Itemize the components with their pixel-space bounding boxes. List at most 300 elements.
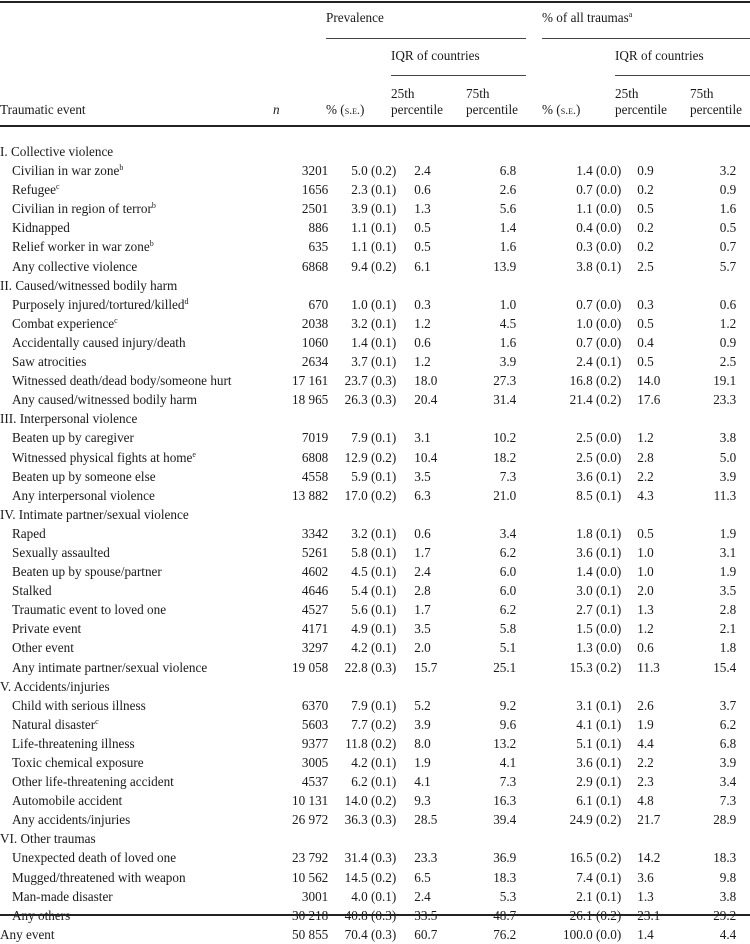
all-traumas-p75-cell: 6.2 <box>719 716 737 732</box>
all-traumas-p25-cell: 1.9 <box>637 716 654 732</box>
n-cell: 1656 <box>301 182 329 198</box>
header-traumatic-event: Traumatic event <box>0 102 86 117</box>
prevalence-pct-cell: 26.3 (0.3) <box>344 392 397 408</box>
prevalence-p75-cell: 6.0 <box>499 564 517 580</box>
prevalence-pct-cell: 4.9 (0.1) <box>351 621 397 637</box>
header-n: n <box>273 102 280 117</box>
all-traumas-pct-cell: 1.4 (0.0) <box>576 564 622 580</box>
table-row <box>0 352 736 371</box>
all-traumas-p25-cell: 21.7 <box>637 812 661 828</box>
all-traumas-pct-cell: 7.4 (0.1) <box>576 869 622 885</box>
total-row <box>0 925 736 944</box>
n-cell: 4602 <box>301 564 329 580</box>
event-label: Other event <box>12 640 74 656</box>
all-traumas-pct-cell: 2.4 (0.1) <box>576 354 622 370</box>
table-row <box>0 390 736 409</box>
prevalence-p25-cell: 3.1 <box>414 430 431 446</box>
prevalence-p25-cell: 6.3 <box>414 487 431 503</box>
prevalence-p75-cell: 25.1 <box>493 659 517 675</box>
event-label: Beaten up by someone else <box>12 468 156 484</box>
prevalence-p25-cell: 1.7 <box>414 544 431 560</box>
prevalence-pct-cell: 3.2 (0.1) <box>351 525 397 541</box>
all-traumas-p75-cell: 2.8 <box>719 602 737 618</box>
all-traumas-pct-cell: 16.5 (0.2) <box>569 850 622 866</box>
header-pct-all-traumas: % of all traumas$^a$ <box>542 10 633 25</box>
all-traumas-p75-cell: 1.6 <box>719 201 737 217</box>
prevalence-p75-cell: 6.8 <box>499 163 517 179</box>
prevalence-p25-cell: 2.4 <box>414 564 431 580</box>
event-label: Saw atrocities <box>12 354 87 370</box>
prevalence-p25-cell: 4.1 <box>414 774 431 790</box>
all-traumas-p75-cell: 5.7 <box>719 258 737 274</box>
prevalence-pct-cell: 17.0 (0.2) <box>344 487 397 503</box>
table-row <box>0 371 736 390</box>
event-label: Beaten up by caregiver <box>12 430 134 446</box>
n-cell: 3342 <box>301 525 329 541</box>
prevalence-pct-cell: 7.7 (0.2) <box>351 716 397 732</box>
n-cell: 5603 <box>301 716 329 732</box>
table-row <box>0 448 736 467</box>
prevalence-p75-cell: 1.6 <box>499 334 517 350</box>
n-cell: 7019 <box>301 430 329 446</box>
all-traumas-pct-cell: 2.1 (0.1) <box>576 888 622 904</box>
footnote-marker: d <box>184 296 189 306</box>
all-traumas-pct-cell: 0.7 (0.0) <box>576 296 622 312</box>
all-traumas-p25-cell: 11.3 <box>637 659 660 675</box>
table-row <box>0 257 736 276</box>
prevalence-pct-cell: 3.9 (0.1) <box>351 201 397 217</box>
prevalence-p75-cell: 7.3 <box>499 468 517 484</box>
n-cell: 2038 <box>301 315 329 331</box>
prevalence-p75-cell: 4.5 <box>499 315 517 331</box>
all-traumas-p75-cell: 4.4 <box>719 926 737 942</box>
table-row <box>0 715 736 734</box>
all-traumas-pct-cell: 100.0 (0.0) <box>563 926 622 942</box>
header-iqr-prevalence: IQR of countries <box>391 48 480 63</box>
all-traumas-p75-cell: 28.9 <box>713 812 737 828</box>
all-traumas-pct-cell: 24.9 (0.2) <box>569 812 622 828</box>
all-traumas-p25-cell: 2.0 <box>637 583 654 599</box>
prevalence-p25-cell: 10.4 <box>414 449 438 465</box>
event-label: Any interpersonal violence <box>12 487 155 503</box>
n-cell: 4527 <box>301 602 329 618</box>
prevalence-p25-cell: 2.4 <box>414 163 431 179</box>
section-header-row <box>0 829 736 848</box>
prevalence-p75-cell: 16.3 <box>493 793 517 809</box>
n-cell: 3297 <box>301 640 329 656</box>
all-traumas-pct-cell: 1.8 (0.1) <box>576 525 622 541</box>
all-traumas-p75-cell: 3.7 <box>719 697 737 713</box>
event-label: Natural disaster$^c$ <box>12 716 99 732</box>
prevalence-p75-cell: 21.0 <box>493 487 517 503</box>
prevalence-p75-cell: 36.9 <box>493 850 517 866</box>
table-row <box>0 524 736 543</box>
section-label: III. Interpersonal violence <box>0 411 138 427</box>
header-p25-all: 25th percentile <box>615 86 667 117</box>
event-label: Other life-threatening accident <box>12 774 174 790</box>
all-traumas-p25-cell: 1.0 <box>637 564 654 580</box>
prevalence-p75-cell: 13.2 <box>493 735 517 751</box>
prevalence-pct-cell: 7.9 (0.1) <box>351 697 397 713</box>
event-label: Any event <box>0 926 55 942</box>
table-row <box>0 772 736 791</box>
table-row <box>0 848 736 867</box>
all-traumas-p25-cell: 14.0 <box>637 373 661 389</box>
n-cell: 4646 <box>301 583 329 599</box>
event-label: Any intimate partner/sexual violence <box>12 659 208 675</box>
all-traumas-p25-cell: 0.5 <box>637 315 654 331</box>
prevalence-pct-cell: 22.8 (0.3) <box>344 659 397 675</box>
all-traumas-p25-cell: 4.8 <box>637 793 654 809</box>
table-row <box>0 581 736 600</box>
event-label: Automobile accident <box>12 793 123 809</box>
event-label: Unexpected death of loved one <box>12 850 177 866</box>
all-traumas-p25-cell: 14.2 <box>637 850 661 866</box>
all-traumas-p25-cell: 0.6 <box>637 640 654 656</box>
n-cell: 3201 <box>301 163 329 179</box>
all-traumas-p75-cell: 23.3 <box>713 392 737 408</box>
prevalence-pct-cell: 5.6 (0.1) <box>351 602 397 618</box>
prevalence-p25-cell: 3.9 <box>414 716 431 732</box>
prevalence-pct-cell: 7.9 (0.1) <box>351 430 397 446</box>
all-traumas-p25-cell: 2.5 <box>637 258 654 274</box>
prevalence-underline <box>326 38 526 39</box>
section-header-row <box>0 142 736 161</box>
all-traumas-p25-cell: 1.4 <box>637 926 654 942</box>
all-traumas-pct-cell: 1.5 (0.0) <box>576 621 622 637</box>
event-label: Life-threatening illness <box>12 735 135 751</box>
all-traumas-p75-cell: 18.3 <box>713 850 737 866</box>
top-rule <box>0 1 750 3</box>
n-cell: 6370 <box>301 697 329 713</box>
prevalence-pct-cell: 4.5 (0.1) <box>351 564 397 580</box>
prevalence-p75-cell: 27.3 <box>493 373 517 389</box>
all-traumas-p25-cell: 2.2 <box>637 468 654 484</box>
prevalence-p25-cell: 6.5 <box>414 869 431 885</box>
prevalence-p25-cell: 1.9 <box>414 755 431 770</box>
all-traumas-pct-cell: 0.3 (0.0) <box>576 239 622 255</box>
footnote-marker: c <box>95 716 99 726</box>
table-row <box>0 428 736 447</box>
prevalence-p25-cell: 20.4 <box>414 392 438 408</box>
prevalence-p75-cell: 4.1 <box>499 755 517 770</box>
all-traumas-p25-cell: 17.6 <box>637 392 661 408</box>
all-traumas-p75-cell: 2.1 <box>719 621 737 637</box>
prevalence-pct-cell: 4.2 (0.1) <box>351 640 397 656</box>
event-label: Man-made disaster <box>12 888 113 904</box>
all-traumas-pct-cell: 15.3 (0.2) <box>569 659 622 675</box>
all-traumas-pct-cell: 3.6 (0.1) <box>576 755 622 770</box>
all-traumas-p75-cell: 3.4 <box>719 774 737 790</box>
prevalence-pct-cell: 1.0 (0.1) <box>351 296 397 312</box>
prevalence-pct-cell: 1.1 (0.1) <box>351 239 397 255</box>
all-traumas-p75-cell: 15.4 <box>713 659 737 675</box>
footnote-marker: c <box>114 315 118 325</box>
event-label: Relief worker in war zone$^b$ <box>12 239 154 255</box>
header-pct-se-all: % (s.e.) <box>542 102 581 117</box>
prevalence-p75-cell: 5.8 <box>499 621 517 637</box>
all-traumas-p25-cell: 1.3 <box>637 888 654 904</box>
prevalence-p25-cell: 0.6 <box>414 334 431 350</box>
all-traumas-p75-cell: 0.9 <box>719 182 737 198</box>
prevalence-p25-cell: 15.7 <box>414 659 438 675</box>
all-traumas-p75-cell: 0.7 <box>719 239 737 255</box>
prevalence-pct-cell: 5.8 (0.1) <box>351 544 397 560</box>
n-cell: 13 882 <box>292 487 329 503</box>
all-traumas-pct-cell: 16.8 (0.2) <box>569 373 622 389</box>
prevalence-p25-cell: 1.2 <box>414 354 431 370</box>
prevalence-p75-cell: 1.6 <box>499 239 517 255</box>
prevalence-pct-cell: 23.7 (0.3) <box>344 373 397 389</box>
table-row <box>0 180 736 199</box>
all-traumas-p75-cell: 3.2 <box>719 163 737 179</box>
event-label: Sexually assaulted <box>12 544 110 560</box>
prevalence-pct-cell: 4.0 (0.1) <box>351 888 397 904</box>
footnote-marker: b <box>149 239 154 249</box>
table-row <box>0 333 736 352</box>
all-traumas-pct-cell: 1.4 (0.0) <box>576 163 622 179</box>
prevalence-p75-cell: 6.0 <box>499 583 517 599</box>
all-traumas-pct-cell: 3.1 (0.1) <box>576 697 622 713</box>
prevalence-p75-cell: 13.9 <box>493 258 517 274</box>
prevalence-p25-cell: 0.5 <box>414 239 431 255</box>
n-cell: 5261 <box>301 544 329 560</box>
prevalence-pct-cell: 3.2 (0.1) <box>351 315 397 331</box>
event-label: Any collective violence <box>12 258 138 274</box>
bottom-rule <box>0 914 750 916</box>
n-cell: 19 058 <box>292 659 329 675</box>
prevalence-pct-cell: 36.3 (0.3) <box>344 812 397 828</box>
table-row <box>0 562 736 581</box>
table-row <box>0 237 736 256</box>
event-label: Witnessed death/dead body/someone hurt <box>12 373 232 389</box>
all-traumas-p25-cell: 4.4 <box>637 735 654 751</box>
all-traumas-pct-cell: 3.8 (0.1) <box>576 258 622 274</box>
prevalence-p75-cell: 1.4 <box>499 220 517 236</box>
footnote-marker: c <box>55 182 60 192</box>
prevalence-pct-cell: 5.9 (0.1) <box>351 468 397 484</box>
prevalence-p75-cell: 9.2 <box>499 697 517 713</box>
all-traumas-pct-cell: 4.1 (0.1) <box>576 716 622 732</box>
prevalence-pct-cell: 14.0 (0.2) <box>344 793 397 809</box>
footnote-marker: e <box>192 449 196 459</box>
all-traumas-p75-cell: 1.9 <box>719 564 737 580</box>
event-label: Any accidents/injuries <box>12 812 131 828</box>
prevalence-p25-cell: 0.6 <box>414 182 431 198</box>
n-cell: 10 562 <box>292 869 329 885</box>
all-traumas-pct-cell: 2.7 (0.1) <box>576 602 622 618</box>
iqr-prevalence-underline <box>391 75 526 76</box>
all-traumas-p75-cell: 0.5 <box>719 220 737 236</box>
all-traumas-pct-cell: 5.1 (0.1) <box>576 735 622 751</box>
event-label: Raped <box>12 525 46 541</box>
all-traumas-pct-cell: 0.4 (0.0) <box>576 220 622 236</box>
prevalence-p75-cell: 7.3 <box>499 774 517 790</box>
header-p75-prevalence: 75th percentile <box>466 86 518 117</box>
n-cell: 23 792 <box>292 850 329 866</box>
event-label: Toxic chemical exposure <box>12 755 144 770</box>
prevalence-p25-cell: 2.8 <box>414 583 431 599</box>
table-row <box>0 887 736 906</box>
all-traumas-p25-cell: 1.2 <box>637 621 654 637</box>
all-traumas-p25-cell: 3.6 <box>637 869 654 885</box>
prevalence-p25-cell: 1.7 <box>414 602 431 618</box>
section-label: V. Accidents/injuries <box>0 678 110 694</box>
all-traumas-p25-cell: 0.5 <box>637 201 654 217</box>
event-label: Witnessed physical fights at home$^e$ <box>12 449 196 465</box>
n-cell: 635 <box>308 239 329 255</box>
table-row <box>0 218 736 237</box>
section-header-row <box>0 276 736 295</box>
all-traumas-p75-cell: 0.6 <box>719 296 737 312</box>
all-traumas-p75-cell: 3.8 <box>719 430 737 446</box>
event-label: Beaten up by spouse/partner <box>12 564 162 580</box>
footnote-marker: b <box>151 201 156 211</box>
table-row <box>0 619 736 638</box>
table-row <box>0 600 736 619</box>
event-label: Private event <box>12 621 82 637</box>
n-cell: 2501 <box>301 201 329 217</box>
all-traumas-pct-cell: 3.0 (0.1) <box>576 583 622 599</box>
all-traumas-p25-cell: 2.6 <box>637 697 654 713</box>
all-traumas-p25-cell: 2.8 <box>637 449 654 465</box>
all-traumas-p25-cell: 0.3 <box>637 296 654 312</box>
all-traumas-p25-cell: 0.4 <box>637 334 654 350</box>
all-traumas-pct-cell: 8.5 (0.1) <box>576 487 622 503</box>
n-cell: 26 972 <box>292 812 329 828</box>
table-row <box>0 543 736 562</box>
n-cell: 18 965 <box>292 392 329 408</box>
event-label: Traumatic event to loved one <box>12 602 167 618</box>
table-row <box>0 810 736 829</box>
section-label: II. Caused/witnessed bodily harm <box>0 277 178 293</box>
prevalence-pct-cell: 4.2 (0.1) <box>351 755 397 770</box>
prevalence-p25-cell: 1.3 <box>414 201 431 217</box>
n-cell: 4537 <box>301 774 329 790</box>
table-row <box>0 638 736 657</box>
prevalence-p25-cell: 1.2 <box>414 315 431 331</box>
table-row <box>0 314 736 333</box>
all-traumas-p25-cell: 1.0 <box>637 544 654 560</box>
prevalence-pct-cell: 5.4 (0.1) <box>351 583 397 599</box>
all-traumas-pct-cell: 3.6 (0.1) <box>576 468 622 484</box>
all-traumas-p75-cell: 19.1 <box>713 373 737 389</box>
section-header-row <box>0 409 736 428</box>
prevalence-p75-cell: 3.4 <box>499 525 517 541</box>
table-row <box>0 868 736 887</box>
prevalence-p25-cell: 23.3 <box>414 850 438 866</box>
prevalence-p25-cell: 18.0 <box>414 373 438 389</box>
n-cell: 3005 <box>301 755 329 770</box>
prevalence-pct-cell: 1.1 (0.1) <box>351 220 397 236</box>
event-label: Civilian in war zone$^b$ <box>12 163 124 179</box>
event-label: Combat experience$^c$ <box>12 315 118 331</box>
table-row <box>0 696 736 715</box>
all-traumas-p75-cell: 11.3 <box>713 487 737 503</box>
table-row <box>0 658 736 677</box>
all-traumas-p75-cell: 3.9 <box>719 755 737 770</box>
header-p25-prevalence: 25th percentile <box>391 86 443 117</box>
all-traumas-p75-cell: 6.8 <box>719 735 737 751</box>
all-traumas-p25-cell: 1.3 <box>637 602 654 618</box>
prevalence-p75-cell: 76.2 <box>493 926 517 942</box>
event-label: Kidnapped <box>12 220 70 236</box>
n-cell: 3001 <box>301 888 329 904</box>
prevalence-p25-cell: 0.3 <box>414 296 431 312</box>
table-body <box>0 142 736 944</box>
section-label: VI. Other traumas <box>0 831 96 847</box>
prevalence-p25-cell: 28.5 <box>414 812 438 828</box>
section-label: IV. Intimate partner/sexual violence <box>0 506 189 522</box>
prevalence-pct-cell: 5.0 (0.2) <box>351 163 397 179</box>
prevalence-p75-cell: 5.6 <box>499 201 517 217</box>
prevalence-pct-cell: 11.8 (0.2) <box>345 735 397 751</box>
all-traumas-p75-cell: 1.8 <box>719 640 737 656</box>
all-traumas-p25-cell: 1.2 <box>637 430 654 446</box>
footnote-marker: a <box>628 10 633 19</box>
all-traumas-p75-cell: 0.9 <box>719 334 737 350</box>
footnote-marker: b <box>119 163 124 173</box>
prevalence-p25-cell: 5.2 <box>414 697 431 713</box>
n-cell: 2634 <box>301 354 329 370</box>
header-rule <box>0 125 750 127</box>
prevalence-p25-cell: 2.4 <box>414 888 431 904</box>
pct-all-underline <box>542 38 750 39</box>
n-cell: 670 <box>308 296 329 312</box>
all-traumas-p25-cell: 0.2 <box>637 220 654 236</box>
n-cell: 6808 <box>301 449 329 465</box>
all-traumas-p75-cell: 3.9 <box>719 468 737 484</box>
prevalence-p75-cell: 18.2 <box>493 449 517 465</box>
n-cell: 9377 <box>301 735 329 751</box>
all-traumas-p75-cell: 3.1 <box>719 544 737 560</box>
prevalence-pct-cell: 70.4 (0.3) <box>344 926 397 942</box>
all-traumas-pct-cell: 1.0 (0.0) <box>576 315 622 331</box>
iqr-all-underline <box>615 75 750 76</box>
event-label: Refugee$^c$ <box>12 182 60 198</box>
all-traumas-p75-cell: 3.5 <box>719 583 737 599</box>
n-cell: 886 <box>308 220 329 236</box>
all-traumas-p75-cell: 7.3 <box>719 793 737 809</box>
all-traumas-p75-cell: 1.2 <box>719 315 737 331</box>
table-row <box>0 161 736 180</box>
n-cell: 4171 <box>301 621 329 637</box>
all-traumas-pct-cell: 1.3 (0.0) <box>576 640 622 656</box>
prevalence-p75-cell: 31.4 <box>493 392 517 408</box>
table-row <box>0 791 736 810</box>
all-traumas-pct-cell: 21.4 (0.2) <box>569 392 622 408</box>
data-table <box>0 142 736 944</box>
all-traumas-p25-cell: 0.5 <box>637 354 654 370</box>
table-row <box>0 734 736 753</box>
prevalence-pct-cell: 2.3 (0.1) <box>351 182 397 198</box>
all-traumas-p25-cell: 2.2 <box>637 755 654 770</box>
all-traumas-pct-cell: 6.1 (0.1) <box>576 793 622 809</box>
prevalence-p75-cell: 39.4 <box>493 812 517 828</box>
all-traumas-p25-cell: 2.3 <box>637 774 654 790</box>
prevalence-p25-cell: 3.5 <box>414 468 431 484</box>
header-iqr-all: IQR of countries <box>615 48 704 63</box>
table-row <box>0 753 736 772</box>
prevalence-p25-cell: 3.5 <box>414 621 431 637</box>
table-row <box>0 467 736 486</box>
prevalence-pct-cell: 9.4 (0.2) <box>351 258 397 274</box>
event-label: Stalked <box>12 583 52 599</box>
all-traumas-pct-cell: 0.7 (0.0) <box>576 182 622 198</box>
n-cell: 50 855 <box>292 926 329 942</box>
prevalence-p75-cell: 1.0 <box>499 296 517 312</box>
prevalence-pct-cell: 3.7 (0.1) <box>351 354 397 370</box>
